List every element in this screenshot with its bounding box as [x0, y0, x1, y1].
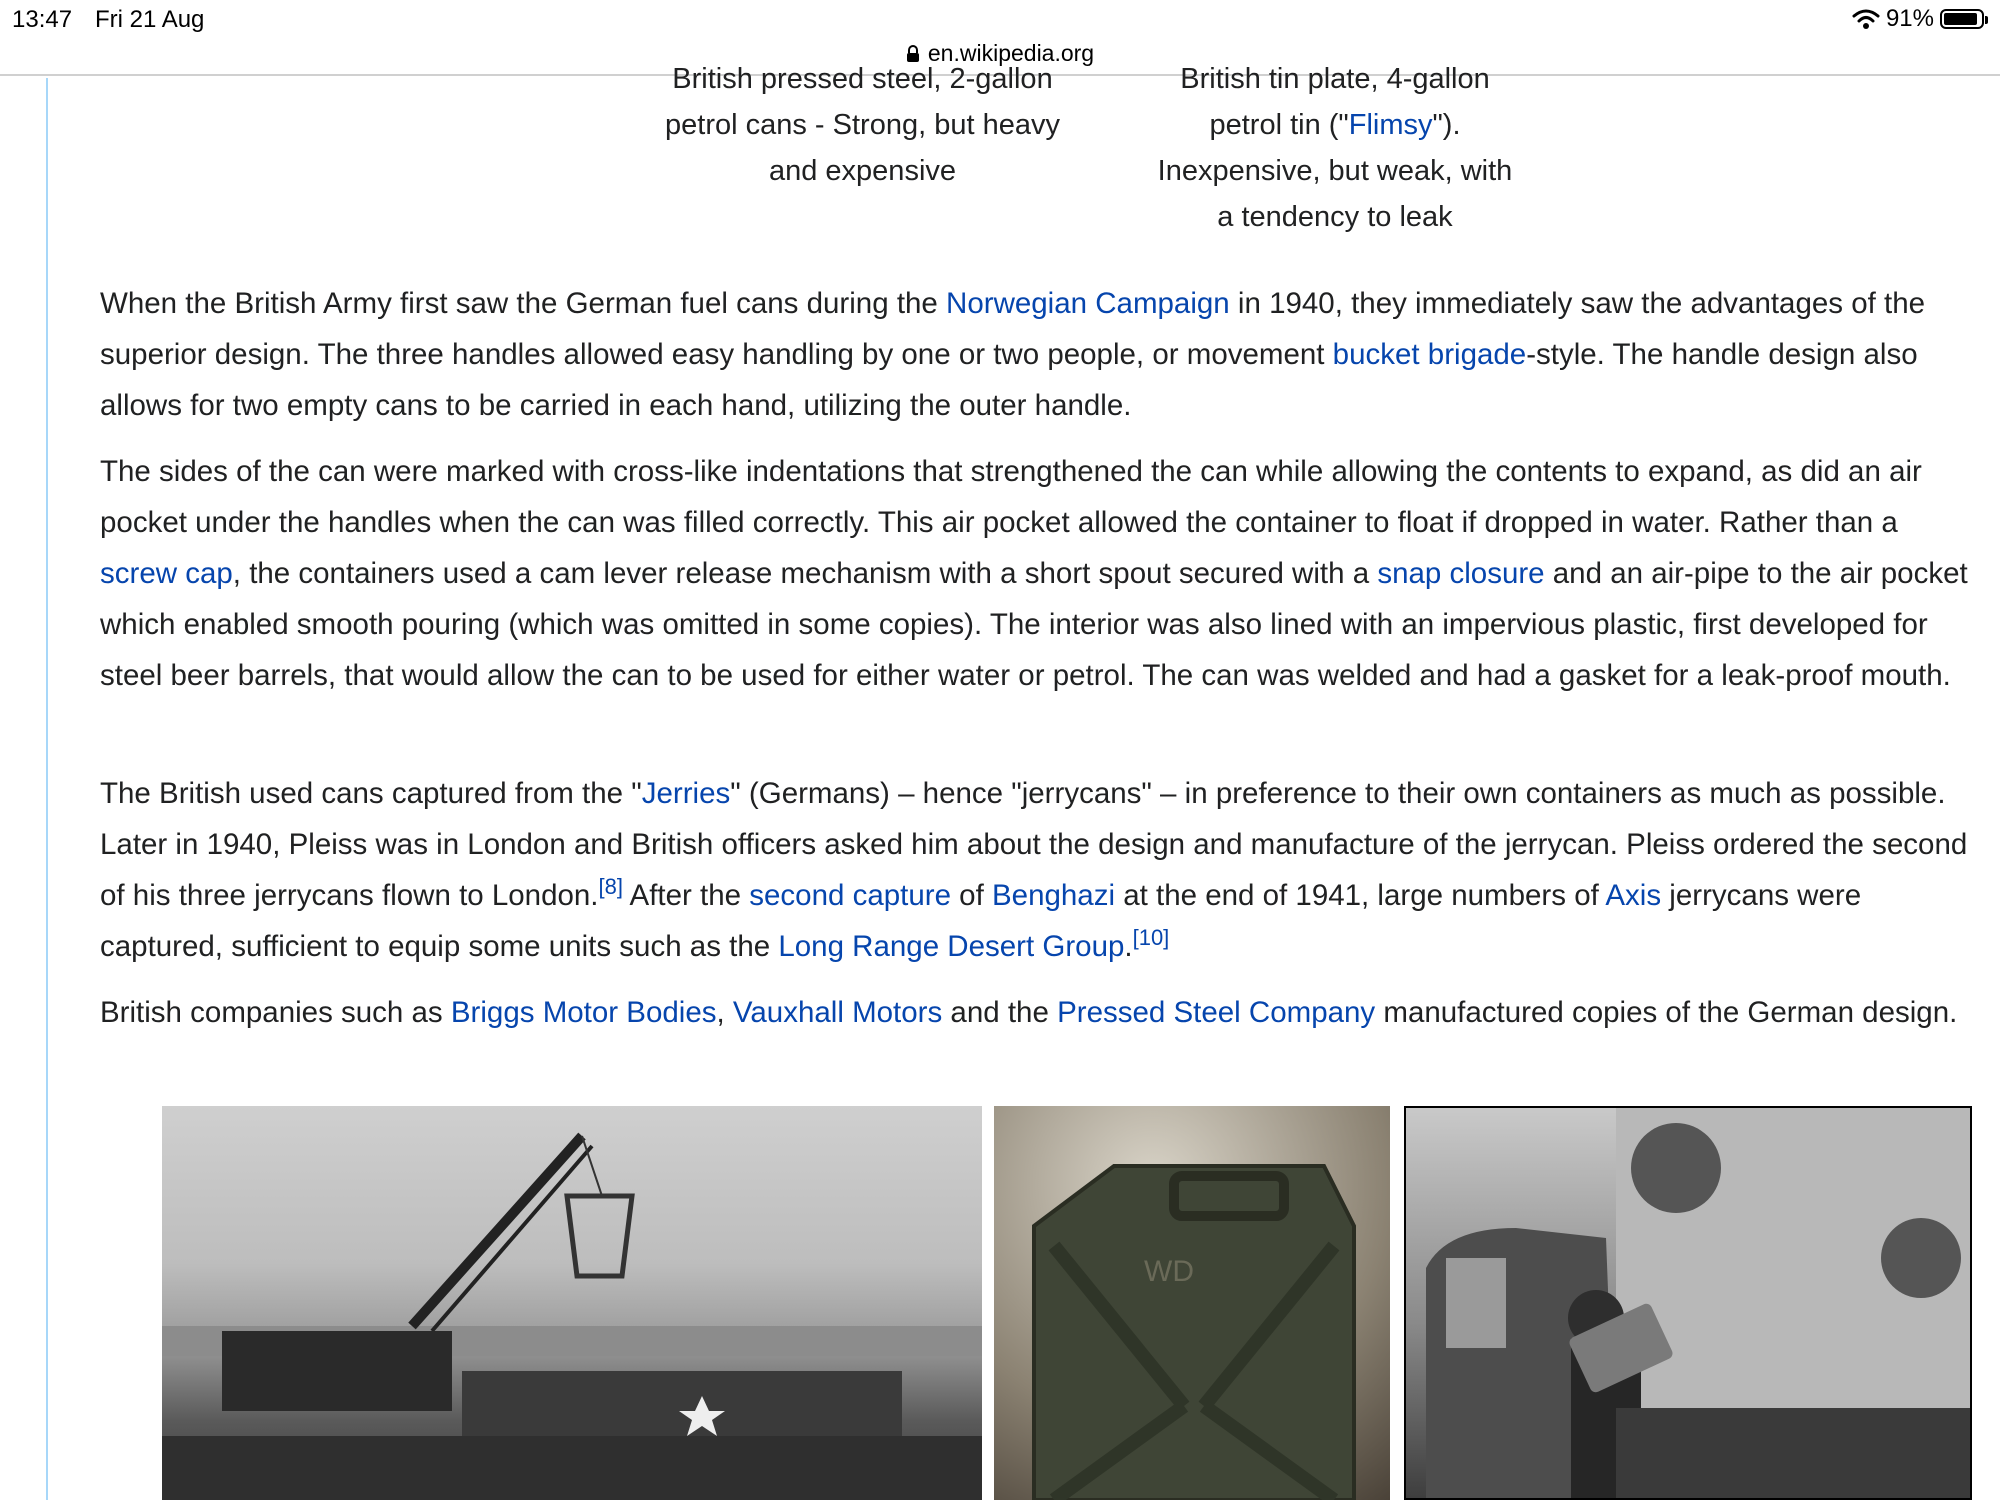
link-vauxhall-motors[interactable]: Vauxhall Motors — [732, 996, 943, 1029]
status-date: Fri 21 Aug — [95, 6, 205, 33]
photo-truck-refuelling[interactable] — [1404, 1106, 1972, 1500]
link-flimsy[interactable]: Flimsy — [1348, 109, 1433, 141]
caption-line: petrol cans - Strong, but heavy — [665, 109, 1060, 141]
link-second-capture[interactable]: second capture — [749, 879, 951, 912]
caption-line: Inexpensive, but weak, with — [1157, 155, 1513, 187]
caption-line: petrol tin ("Flimsy"). — [1209, 109, 1461, 141]
link-long-range-desert-group[interactable]: Long Range Desert Group — [778, 930, 1125, 963]
paragraph-captured-cans: The British used cans captured from the "Jerries" (Germans) – hence "jerrycans" – in preference to their own containers as much as possible. Later in 1940, Pleiss was in London and British officers asked him about the design and manufacture of the jerrycan. Pleiss ordered the second of his three jerrycans flown to London.[8] After the second capture of Benghazi at the end of 1941, large numbers of Axis jerrycans were captured, sufficient to equip some units such as the Long Range Desert Group.[10] — [100, 777, 1968, 963]
paragraph-can-design: The sides of the can were marked with cross-like indentations that strengthened the can while allowing the contents to expand, as did an air pocket under the handles when the can was filled correctly. This air pocket allowed the container to float if dropped in water. Rather than a screw cap, the containers used a cam lever release mechanism with a short spout secured with a snap closure and an air-pipe to the air pocket which enabled smooth pouring (which was omitted in some copies). The interior was also lined with an impervious plastic, first developed for steel beer barrels, that would allow the can to be used for either water or petrol. The can was welded and had a gasket for a leak-proof mouth. — [100, 455, 1968, 692]
link-screw-cap[interactable]: screw cap — [100, 557, 233, 590]
reference-10[interactable]: [10] — [1132, 925, 1170, 951]
caption-line: a tendency to leak — [1217, 201, 1453, 233]
link-bucket-brigade[interactable]: bucket brigade — [1332, 338, 1527, 371]
url-text[interactable]: en.wikipedia.org — [927, 40, 1095, 66]
status-right — [1852, 5, 1984, 33]
photo-jerrycan-closeup[interactable] — [994, 1106, 1390, 1500]
image-caption-steel-cans — [655, 56, 1070, 194]
paragraph-british-army: When the British Army first saw the German fuel cans during the Norwegian Campaign in 1940, they immediately saw the advantages of the superior design. The three handles allowed easy handling by one or two people, or movement bucket brigade-style. The handle design also allows for two empty cans to be carried in each hand, utilizing the outer handle. — [100, 287, 1926, 422]
link-norwegian-campaign[interactable]: Norwegian Campaign — [946, 287, 1230, 320]
link-snap-closure[interactable]: snap closure — [1377, 557, 1545, 590]
photo-beach-crane-jerrycans[interactable] — [162, 1106, 982, 1500]
link-briggs-motor-bodies[interactable]: Briggs Motor Bodies — [450, 996, 717, 1029]
link-benghazi[interactable]: Benghazi — [991, 879, 1115, 912]
status-bar — [0, 0, 2000, 38]
caption-line: British pressed steel, 2-gallon — [672, 63, 1053, 95]
battery-fill — [1944, 13, 1977, 25]
link-axis[interactable]: Axis — [1605, 879, 1662, 912]
link-jerries[interactable]: Jerries — [641, 777, 731, 810]
can-stamp-text: WD — [1144, 1255, 1194, 1288]
reference-8[interactable]: [8] — [598, 874, 623, 900]
status-time: 13:47 — [12, 6, 73, 33]
battery-percent: 91% — [1885, 5, 1934, 32]
image-caption-tin-plate — [1110, 56, 1560, 240]
caption-line: and expensive — [768, 155, 957, 187]
link-pressed-steel-company[interactable]: Pressed Steel Company — [1057, 996, 1376, 1029]
paragraph-british-companies: British companies such as Briggs Motor Bodies, Vauxhall Motors and the Pressed Steel Company manufactured copies of the German design. — [100, 996, 1958, 1029]
wifi-icon — [1852, 8, 1880, 30]
content-border — [46, 78, 48, 1500]
caption-line: British tin plate, 4-gallon — [1180, 63, 1490, 95]
battery-icon — [1940, 9, 1984, 29]
